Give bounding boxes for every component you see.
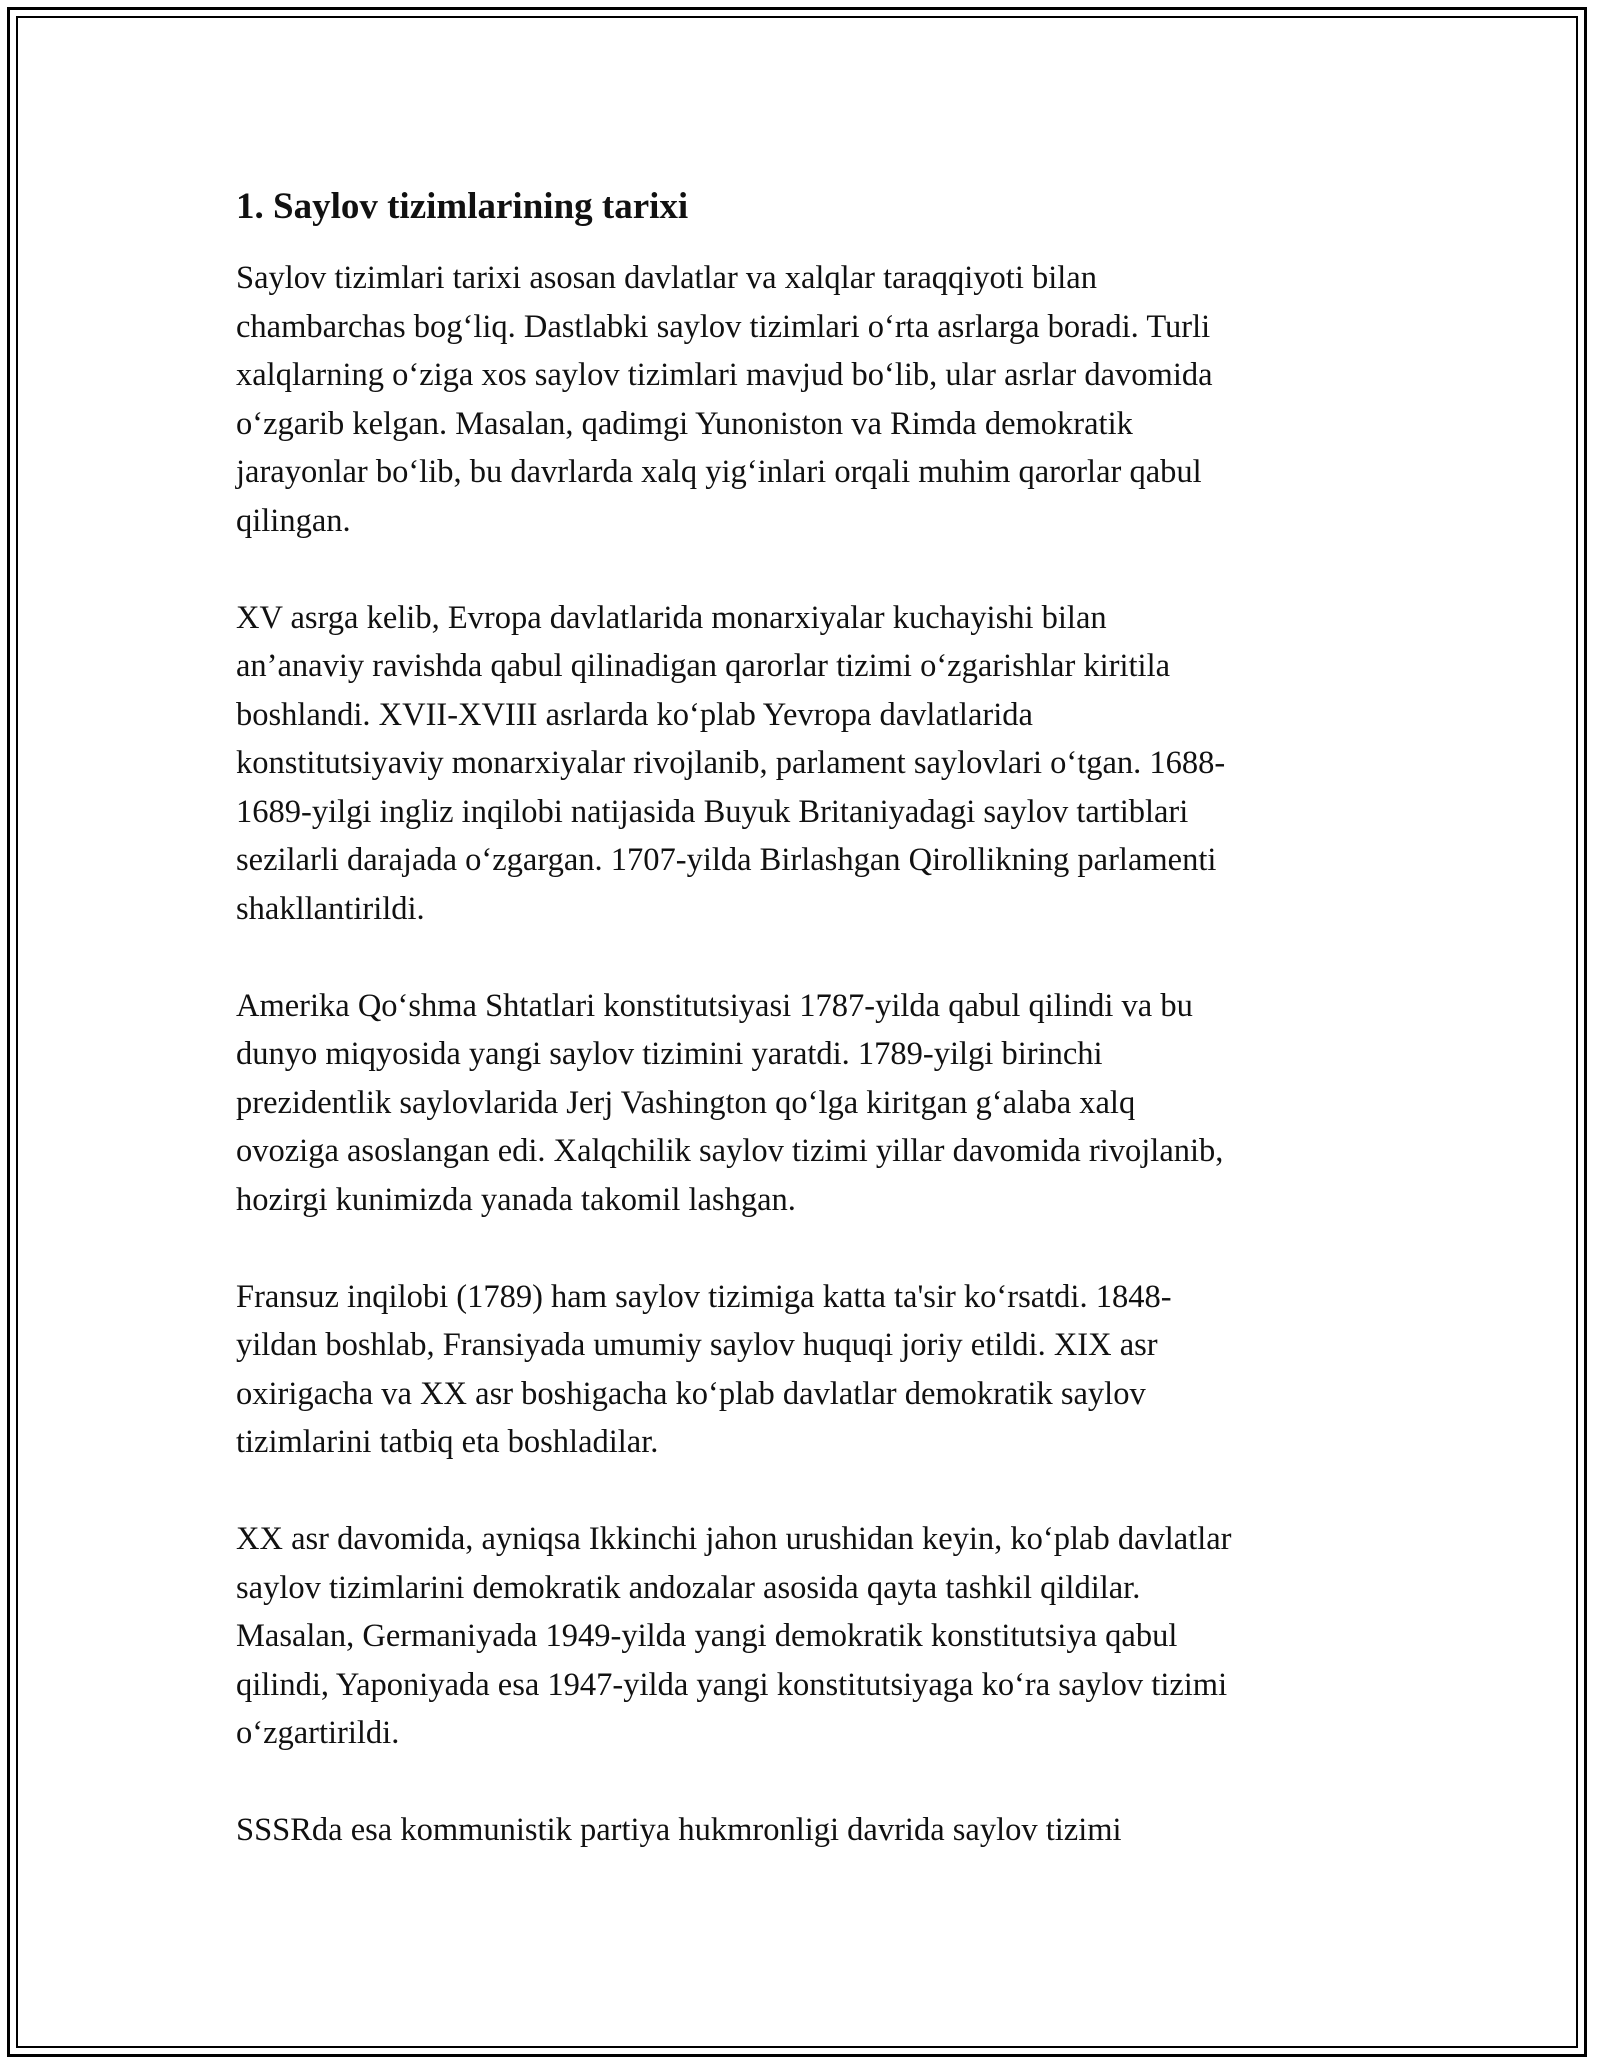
text-line: XX asr davomida, ayniqsa Ikkinchi jahon urushidan keyin, ko‘plab davlatlar — [236, 1521, 1232, 1557]
text-line: XV asrga kelib, Evropa davlatlarida monarxiyalar kuchayishi bilan — [236, 599, 1107, 636]
text-line: dunyo miqyosida yangi saylov tizimini yaratdi. 1789-yilgi birinchi — [236, 1036, 1103, 1072]
text-line: konstitutsiyaviy monarxiyalar rivojlanib, parlament saylovlari o‘tgan. 1688- — [236, 745, 1226, 781]
text-line: Amerika Qo‘shma Shtatlari konstitutsiyasi 1787-yilda qabul qilindi va bu — [236, 987, 1193, 1024]
text-line: chambarchas bog‘liq. Dastlabki saylov tizimlari o‘rta asrlarga boradi. Turli — [236, 308, 1211, 345]
text-line: jarayonlar bo‘lib, bu davrlarda xalq yig‘inlari orqali muhim qarorlar qabul — [236, 454, 1202, 490]
text-line: an’anaviy ravishda qabul qilinadigan qarorlar tizimi o‘zgarishlar kiritila — [236, 648, 1171, 684]
text-line: ovoziga asoslangan edi. Xalqchilik saylov tizimi yillar davomida rivojlanib, — [236, 1133, 1224, 1169]
text-line: prezidentlik saylovlarida Jerj Vashington qo‘lga kiritgan g‘alaba xalq — [236, 1084, 1136, 1121]
paragraph-5 — [236, 1515, 1366, 1758]
text-line: saylov tizimlarini demokratik andozalar asosida qayta tashkil qildilar. — [236, 1569, 1141, 1606]
paragraph-4 — [236, 1273, 1366, 1467]
text-line: shakllantirildi. — [236, 890, 425, 927]
text-line: Saylov tizimlari tarixi asosan davlatlar va xalqlar taraqqiyoti bilan — [236, 260, 1097, 296]
text-line: qilindi, Yaponiyada esa 1947-yilda yangi konstitutsiyaga ko‘ra saylov tizimi — [236, 1666, 1228, 1703]
text-line: Masalan, Germaniyada 1949-yilda yangi demokratik konstitutsiya qabul — [236, 1618, 1178, 1654]
text-line: qilingan. — [236, 502, 351, 539]
paragraph-2 — [236, 594, 1366, 934]
document-body — [236, 185, 1366, 1903]
text-line: SSSRda esa kommunistik partiya hukmronligi davrida saylov tizimi — [236, 1812, 1122, 1848]
text-line: boshlandi. XVII-XVIII asrlarda ko‘plab Yevropa davlatlarida — [236, 696, 1033, 733]
text-line: Fransuz inqilobi (1789) ham saylov tizimiga katta ta'sir ko‘rsatdi. 1848- — [236, 1278, 1172, 1315]
paragraph-3 — [236, 982, 1366, 1225]
text-line: xalqlarning o‘ziga xos saylov tizimlari mavjud bo‘lib, ular asrlar davomida — [236, 357, 1213, 393]
text-line: hozirgi kunimizda yanada takomil lashgan. — [236, 1181, 796, 1218]
paragraph-1 — [236, 254, 1366, 545]
text-line: oxirigacha va XX asr boshigacha ko‘plab davlatlar demokratik saylov — [236, 1375, 1146, 1412]
text-line: tizimlarini tatbiq eta boshladilar. — [236, 1424, 659, 1460]
text-line: o‘zgarib kelgan. Masalan, qadimgi Yunoniston va Rimda demokratik — [236, 405, 1133, 442]
text-line: sezilarli darajada o‘zgargan. 1707-yilda Birlashgan Qirollikning parlamenti — [236, 842, 1217, 878]
text-line: 1689-yilgi ingliz inqilobi natijasida Buyuk Britaniyadagi saylov tartiblari — [236, 793, 1189, 830]
paragraph-6 — [236, 1806, 1366, 1855]
text-line: yildan boshlab, Fransiyada umumiy saylov huquqi joriy etildi. XIX asr — [236, 1327, 1158, 1363]
section-heading: 1. Saylov tizimlarining tarixi — [236, 186, 689, 227]
text-line: o‘zgartirildi. — [236, 1715, 400, 1751]
